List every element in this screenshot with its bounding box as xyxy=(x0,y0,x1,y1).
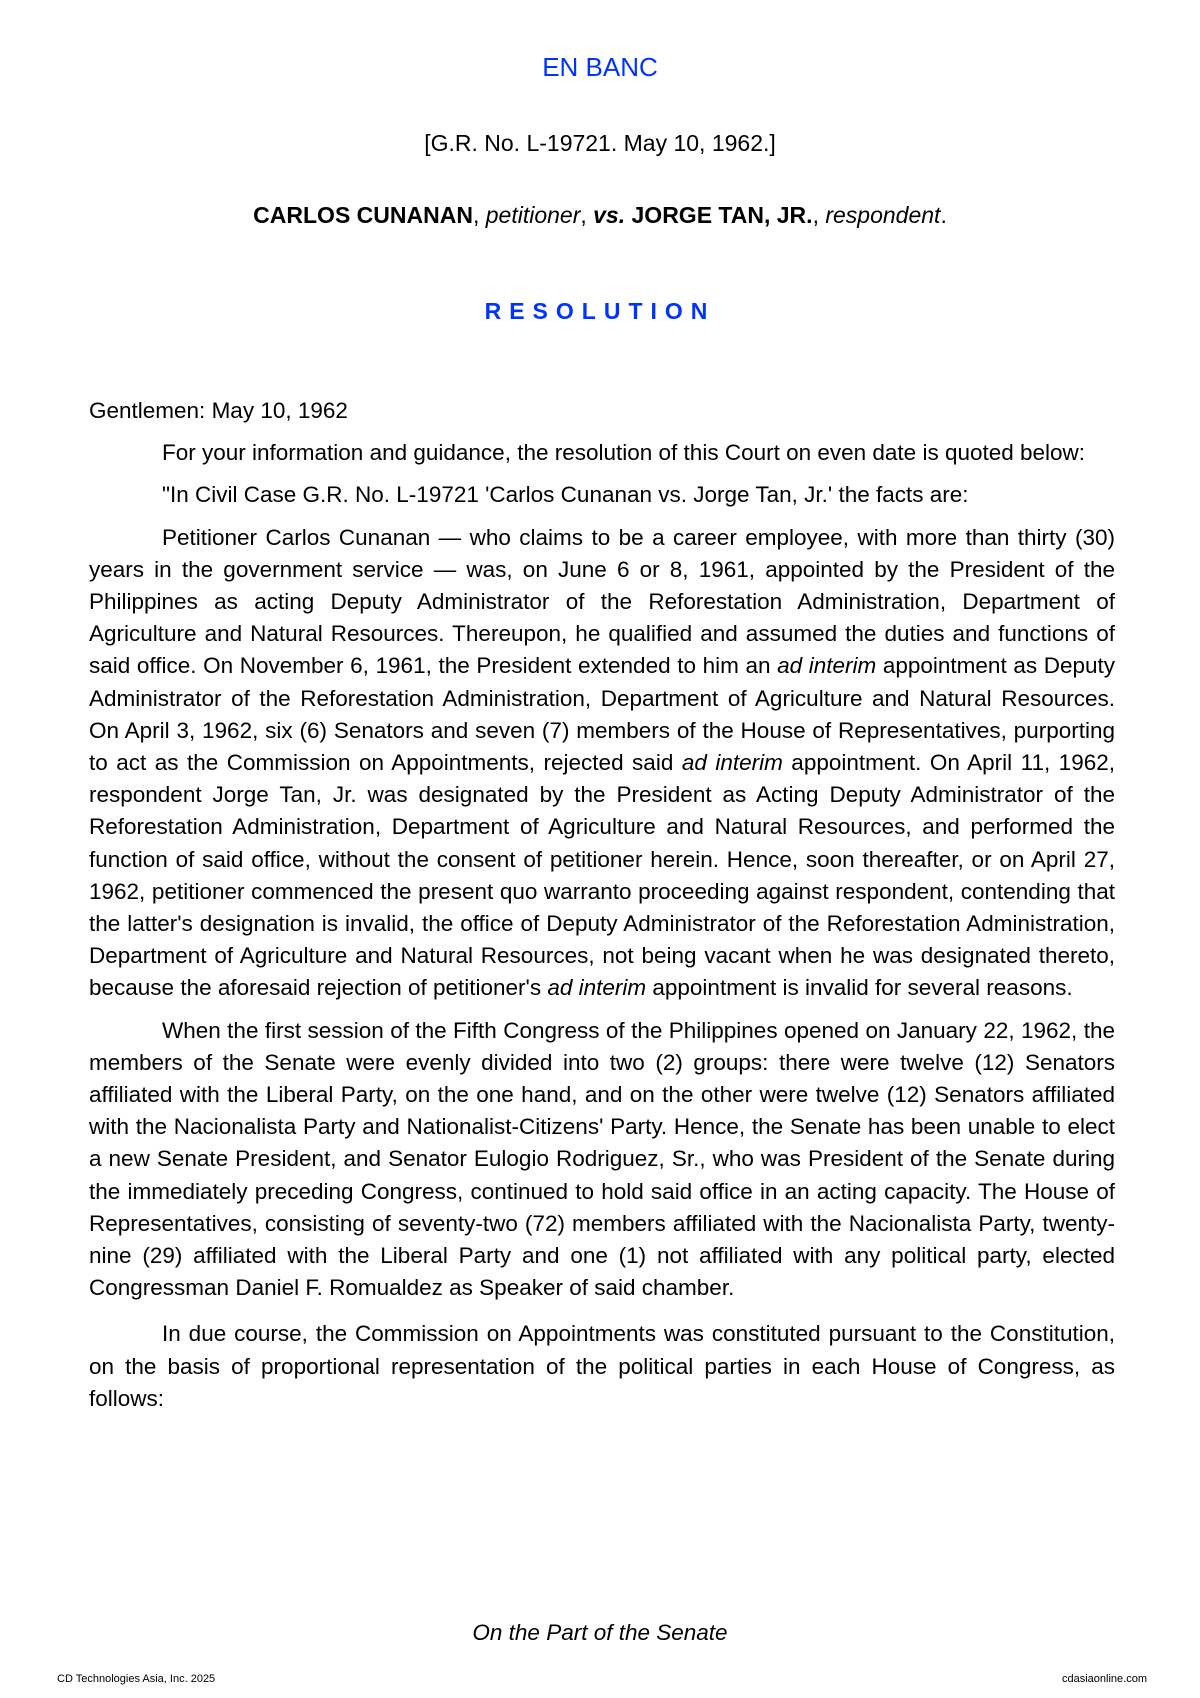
case-parties: CARLOS CUNANAN, petitioner, vs. JORGE TAN, JR., respondent. xyxy=(253,202,947,228)
facts-text-a: Petitioner Carlos Cunanan — who claims to be a career employee, with more than thirty (30) years in the government service — was, on June 6 or 8, 1961, appointed by the President of the Philippines as acting Deputy Administrator of the Reforestation Administration, Department of Agriculture and Natural Resources. Thereupon, he qualified and assumed the duties and functions of said office. On November 6, 1961, the President extended to him an xyxy=(89,524,1115,679)
petitioner-name: CARLOS CUNANAN xyxy=(253,202,473,228)
ad-interim-term: ad interim xyxy=(681,750,783,776)
paragraph-congress: When the first session of the Fifth Congress of the Philippines opened on January 22, 1962, the members of the Senate were evenly divided into two (2) groups: there were twelve (12) Senators affiliated with the Liberal Party, on the one hand, and on the other were twelve (12) Senators affiliated with the Nacionalista Party and Nationalist-Citizens' Party. Hence, the Senate has been unable to elect a new Senate President, and Senator Eulogio Rodriguez, Sr., who was President of the Senate during the immediately preceding Congress, continued to hold said office in an acting capacity. The House of Representatives, consisting of seventy-two (72) members affiliated with the Nacionalista Party, twenty-nine (29) affiliated with the Liberal Party and one (1) not affiliated with any political party, elected Congressman Daniel F. Romualdez as Speaker of said chamber. xyxy=(89,1017,1115,1301)
document-body xyxy=(89,395,1115,1415)
ad-interim-term: ad interim xyxy=(547,975,647,1001)
resolution-title: RESOLUTION xyxy=(484,298,716,324)
paragraph-commission: In due course, the Commission on Appointments was constituted pursuant to the Constitution, on the basis of proportional representation of the political parties in each House of Congress, as follows: xyxy=(89,1321,1115,1411)
paragraph-facts xyxy=(89,522,1115,1005)
case-number: [G.R. No. L-19721. May 10, 1962.] xyxy=(424,130,776,156)
court-division: EN BANC xyxy=(542,52,658,82)
ad-interim-term: ad interim xyxy=(777,653,877,679)
salutation: Gentlemen: May 10, 1962 xyxy=(89,398,348,423)
respondent-role: respondent xyxy=(825,202,941,228)
footer-copyright: CD Technologies Asia, Inc. 2025 xyxy=(57,1673,216,1685)
versus: vs. xyxy=(593,202,626,228)
respondent-name: JORGE TAN, JR. xyxy=(631,202,813,228)
paragraph-case-facts-intro: "In Civil Case G.R. No. L-19721 'Carlos Cunanan vs. Jorge Tan, Jr.' the facts are: xyxy=(162,482,969,508)
paragraph-intro: For your information and guidance, the resolution of this Court on even date is quoted below: xyxy=(162,440,1086,466)
footer-site: cdasiaonline.com xyxy=(1062,1673,1147,1685)
senate-heading: On the Part of the Senate xyxy=(472,1620,728,1645)
petitioner-role: petitioner xyxy=(485,202,581,228)
facts-text-b: appointment as Deputy Administrator of the Reforestation Administration, Department of Agriculture and Natural Resources. On April 3, 1962, six (6) Senators and seven (7) members of the House of Representatives, purporting to act as the Commission on Appointments, rejected said xyxy=(89,653,1115,776)
facts-text-d: appointment is invalid for several reasons. xyxy=(646,975,1073,1001)
facts-text-c: appointment. On April 11, 1962, respondent Jorge Tan, Jr. was designated by the President as Acting Deputy Administrator of the Reforestation Administration, Department of Agriculture and Natural Resources, and performed the function of said office, without the consent of petitioner herein. Hence, soon thereafter, or on April 27, 1962, petitioner commenced the present quo warranto proceeding against respondent, contending that the latter's designation is invalid, the office of Deputy Administrator of the Reforestation Administration, Department of Agriculture and Natural Resources, not being vacant when he was designated thereto, because the aforesaid rejection of petitioner's xyxy=(89,750,1115,1001)
